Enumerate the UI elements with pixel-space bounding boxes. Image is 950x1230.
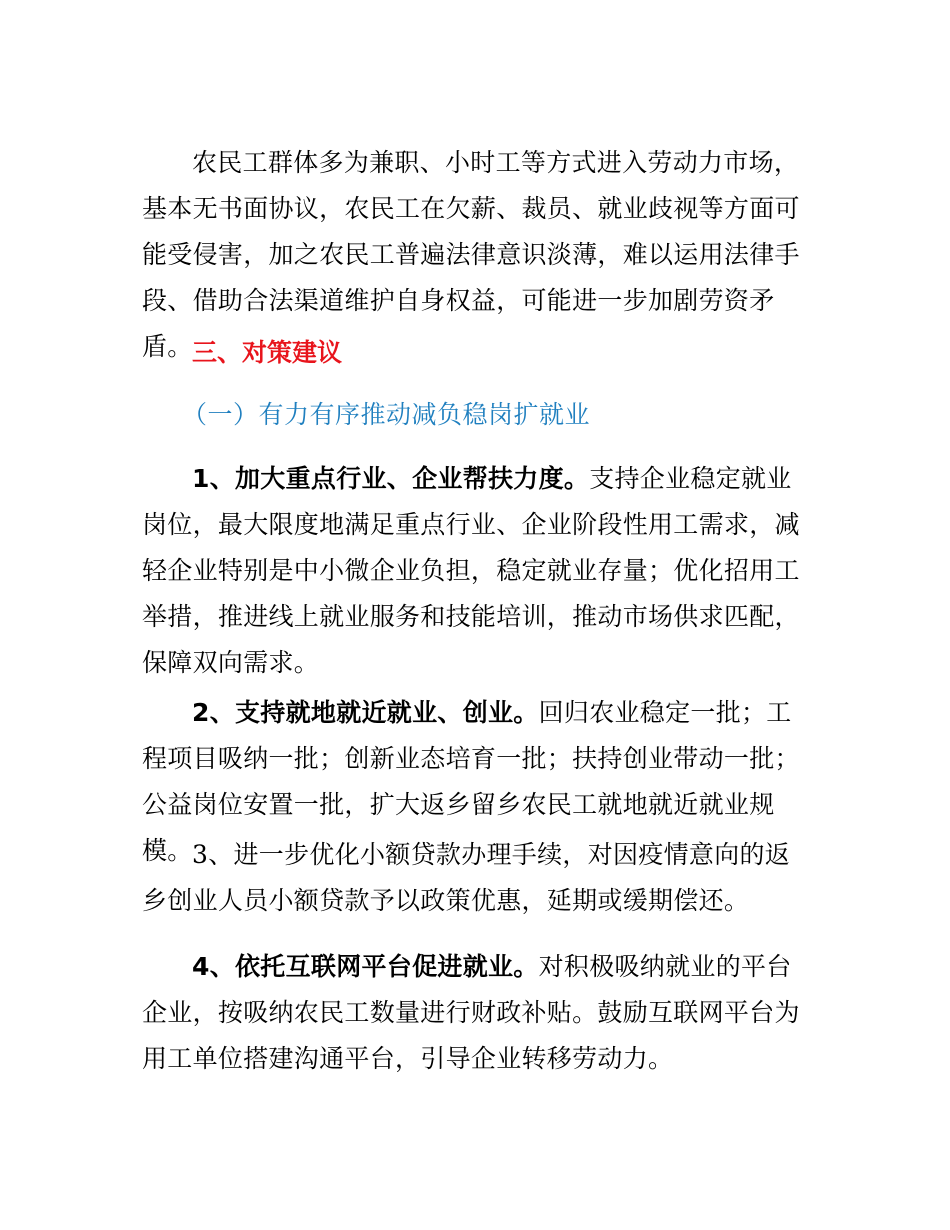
item-text-2: 回归农业稳定一批；工程项目吸纳一批；创新业态培育一批；扶持创业带动一批；公益岗位安置一批，扩大返乡留乡农民工就地就近就业规模。 bbox=[142, 698, 800, 865]
intro-paragraph: 农民工群体多为兼职、小时工等方式进入劳动力市场，基本无书面协议，农民工在欠薪、裁员、就业歧视等方面可能受侵害，加之农民工普遍法律意识淡薄，难以运用法律手段、借助合法渠道维护自身权益，可能进一步加剧劳资矛盾。 bbox=[142, 148, 800, 361]
item-lead-4: 4、依托互联网平台促进就业。 bbox=[192, 952, 539, 981]
item-text-1: 支持企业稳定就业岗位，最大限度地满足重点行业、企业阶段性用工需求，减轻企业特别是中小微企业负担，稳定就业存量；优化招用工举措，推进线上就业服务和技能培训，推动市场供求匹配，保障双向需求。 bbox=[142, 464, 800, 677]
item-paragraph-3 bbox=[142, 832, 814, 924]
item-paragraph-1 bbox=[142, 456, 814, 686]
item-lead-2: 2、支持就地就近就业、创业。 bbox=[192, 698, 539, 727]
item-text-4: 对积极吸纳就业的平台企业，按吸纳农民工数量进行财政补贴。鼓励互联网平台为用工单位搭建沟通平台，引导企业转移劳动力。 bbox=[142, 952, 800, 1073]
subsection-heading: （一）有力有序推动减负稳岗扩就业 bbox=[182, 400, 591, 429]
item-paragraph-4 bbox=[142, 944, 814, 1082]
item-text-3: 3、进一步优化小额贷款办理手续，对因疫情意向的返乡创业人员小额贷款予以政策优惠，延期或缓期偿还。 bbox=[142, 840, 791, 915]
item-lead-1: 1、加大重点行业、企业帮扶力度。 bbox=[192, 464, 590, 493]
section-heading: 三、对策建议 bbox=[192, 338, 343, 367]
